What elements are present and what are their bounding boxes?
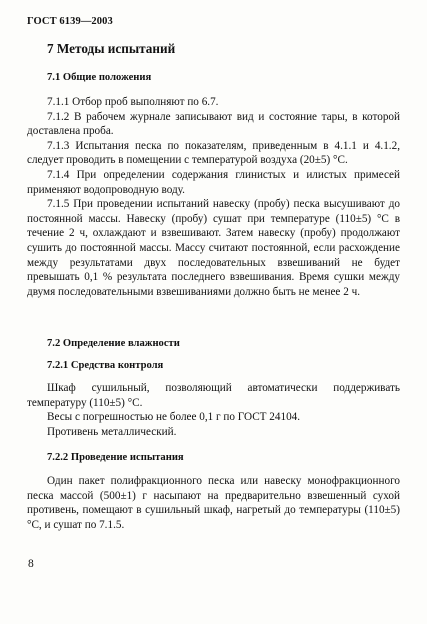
document-header: ГОСТ 6139—2003 (27, 16, 113, 27)
paragraph-7-1-3: 7.1.3 Испытания песка по показателям, приведенным в 4.1.1 и 4.1.2, следует проводить в помещении с температурой воздуха (20±5) °С. (27, 139, 400, 167)
general-text-block (27, 95, 400, 299)
subsection-title-control: 7.2.1 Средства контроля (47, 360, 164, 371)
paragraph-7-1-5: 7.1.5 При проведении испытаний навеску (пробу) песка высушивают до постоянной массы. Навеску (пробу) сушат при температуре (110±5) °С в течение 2 ч, охлаждают и взвешивают. Затем навеску (пробу) продолжают сушить до постоянной массы. Массу считают постоянной, если расхождение между результатами двух последовательных взвешиваний не будет превышать 0,1 % результата последнего взвешивания. Время сушки между двумя последовательными взвешиваниями должно быть не менее 2 ч. (27, 198, 400, 298)
section-title: 7 Методы испытаний (47, 41, 176, 56)
paragraph-7-1-1: 7.1.1 Отбор проб выполняют по 6.7. (47, 96, 219, 108)
subsection-title-procedure: 7.2.2 Проведение испытания (47, 452, 184, 463)
subsection-title-moisture: 7.2 Определение влажности (47, 338, 180, 349)
page-number: 8 (28, 558, 34, 570)
subsection-title-general: 7.1 Общие положения (47, 72, 152, 83)
paragraph-7-1-2: 7.1.2 В рабочем журнале записывают вид и состояние тары, в которой доставлена проба. (27, 110, 400, 138)
paragraph-7-1-4: 7.1.4 При определении содержания глинистых и илистых примесей применяют водопроводную воду. (27, 168, 400, 196)
procedure-text-block (27, 474, 400, 532)
paragraph-drying-cabinet: Шкаф сушильный, позволяющий автоматически поддерживать температуру (110±5) °С. (27, 382, 400, 409)
control-text-block (27, 381, 400, 439)
paragraph-procedure: Один пакет полифракционного песка или навеску монофракционного песка массой (500±1) г насыпают на предварительно взвешенный сухой противень, помещают в сушильный шкаф, нагретый до температуры (110±5) °С, и сушат по 7.1.5. (27, 475, 400, 531)
paragraph-scales: Весы с погрешностью не более 0,1 г по ГОСТ 24104. (47, 411, 301, 424)
paragraph-tray: Противень металлический. (47, 425, 177, 438)
